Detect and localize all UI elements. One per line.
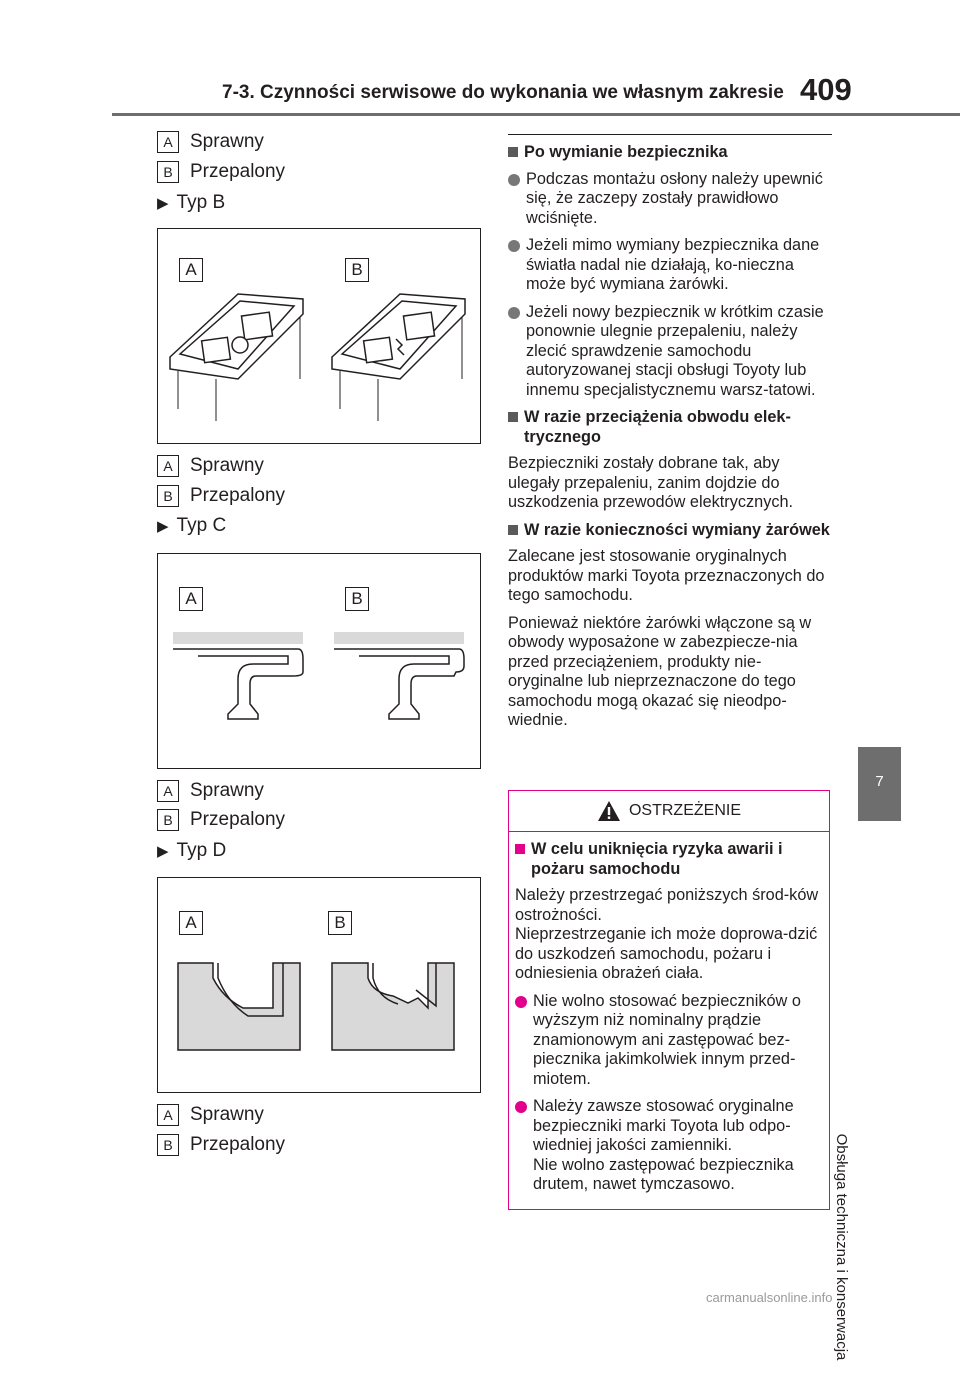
square-bullet-icon (515, 844, 525, 854)
circle-bullet-icon (515, 996, 527, 1008)
warning-triangle-icon (597, 800, 621, 822)
label-row-blown: B Przepalony (157, 809, 285, 831)
fuse-figure-type-c (157, 553, 481, 769)
circle-bullet-icon (508, 174, 520, 186)
fuse-type-d-drawing (158, 878, 480, 1092)
page-header-title: 7-3. Czynności serwisowe do wykonania we własnym zakresie (222, 82, 784, 103)
label-b-box: B (157, 1134, 179, 1156)
bullet-item: Podczas montażu osłony należy upewnić się, że zaczepy zostały prawidłowo wciśnięte. (508, 170, 832, 229)
figure-label-b: B (345, 587, 369, 611)
circle-bullet-icon (508, 307, 520, 319)
paragraph: Ponieważ niektóre żarówki włączone są w obwody wyposażone w zabezpiecze-nia przed przeciążeniem, produkty nie-oryginalne lub nieprzeznaczone do tego samochodu mogą okazać się nieodpo-wiednie. (508, 613, 812, 729)
bullet-item: Należy zawsze stosować oryginalne bezpieczniki marki Toyota lub odpo-wiedniej jakości zamienniki. Nie wolno zastępować bezpiecznika drutem, nawet tymczasowo. (515, 1097, 823, 1195)
warning-header (509, 791, 829, 832)
watermark: carmanualsonline.info (706, 1290, 833, 1305)
warning-subheading: W celu uniknięcia ryzyka awarii i pożaru samochodu (515, 840, 823, 879)
figure-label-a: A (179, 911, 203, 935)
warning-box (508, 790, 830, 1210)
label-row-ok: A Sprawny (157, 1104, 264, 1126)
right-column (508, 143, 832, 739)
label-a-box: A (157, 1104, 179, 1126)
circle-bullet-icon (515, 1101, 527, 1113)
label-a-box: A (157, 780, 179, 802)
chapter-title: Obsługa techniczna i konserwacja (833, 1133, 850, 1361)
paragraph: Bezpieczniki zostały dobrane tak, aby ulegały przepaleniu, zanim dojdzie do uszkodzenia przewodów elektrycznych. (508, 454, 794, 511)
header-rule (112, 113, 960, 116)
label-row-ok: A Sprawny (157, 780, 264, 802)
subheading: W razie przeciążenia obwodu elek-trycznego (508, 408, 832, 447)
warning-title: OSTRZEŻENIE (628, 802, 741, 820)
subheading: W razie konieczności wymiany żarówek (508, 521, 832, 541)
bullet-item: Jeżeli mimo wymiany bezpiecznika dane światła nadal nie działają, ko-nieczna może być wymiana żarówki. (508, 236, 832, 295)
bullet-item: Nie wolno stosować bezpieczników o wyższym niż nominalny prądzie znamionowym ani zastępować bez-piecznika jakimkolwiek innym przed-miotem. (515, 992, 823, 1090)
chapter-tab: 7 (858, 747, 901, 821)
page-number: 409 (800, 72, 852, 107)
square-bullet-icon (508, 147, 518, 157)
triangle-bullet-icon: ▶ (157, 843, 169, 860)
triangle-bullet-icon: ▶ (157, 518, 169, 535)
type-heading: ▶ Typ C (157, 515, 227, 536)
label-b-box: B (157, 485, 179, 507)
label-row-blown: B Przepalony (157, 1134, 285, 1156)
warning-body (509, 832, 829, 1195)
figure-label-b: B (345, 258, 369, 282)
figure-label-a: A (179, 587, 203, 611)
label-b-box: B (157, 809, 179, 831)
paragraph: Zalecane jest stosowanie oryginalnych produktów marki Toyota przeznaczonych do tego samochodu. (508, 547, 825, 604)
fuse-figure-type-b (157, 228, 481, 444)
label-b-box: B (157, 161, 179, 183)
label-row-ok: A Sprawny (157, 455, 264, 477)
label-a-box: A (157, 455, 179, 477)
label-row-ok: A Sprawny (157, 131, 264, 153)
paragraph: Należy przestrzegać poniższych środ-ków ostrożności. (515, 886, 819, 924)
triangle-bullet-icon: ▶ (157, 195, 169, 212)
column-top-rule (508, 134, 832, 135)
bullet-item: Jeżeli nowy bezpiecznik w krótkim czasie ponownie ulegnie przepaleniu, należy zlecić sprawdzenie samochodu autoryzowanej stacji obsługi Toyoty lub innemu specjalistycznemu warsz-tatowi. (508, 303, 832, 401)
circle-bullet-icon (508, 240, 520, 252)
figure-label-b: B (328, 911, 352, 935)
fuse-figure-type-d (157, 877, 481, 1093)
fuse-type-c-drawing (158, 554, 480, 768)
label-row-blown: B Przepalony (157, 161, 285, 183)
fuse-type-b-drawing (158, 229, 480, 443)
type-heading: ▶ Typ D (157, 840, 227, 861)
label-a-box: A (157, 131, 179, 153)
paragraph: Nieprzestrzeganie ich może doprowa-dzić do uszkodzeń samochodu, pożaru i odniesienia obrażeń ciała. (515, 925, 818, 982)
figure-label-a: A (179, 258, 203, 282)
type-heading: ▶ Typ B (157, 192, 226, 213)
square-bullet-icon (508, 525, 518, 535)
subheading: Po wymianie bezpiecznika (508, 143, 832, 163)
label-row-blown: B Przepalony (157, 485, 285, 507)
square-bullet-icon (508, 412, 518, 422)
